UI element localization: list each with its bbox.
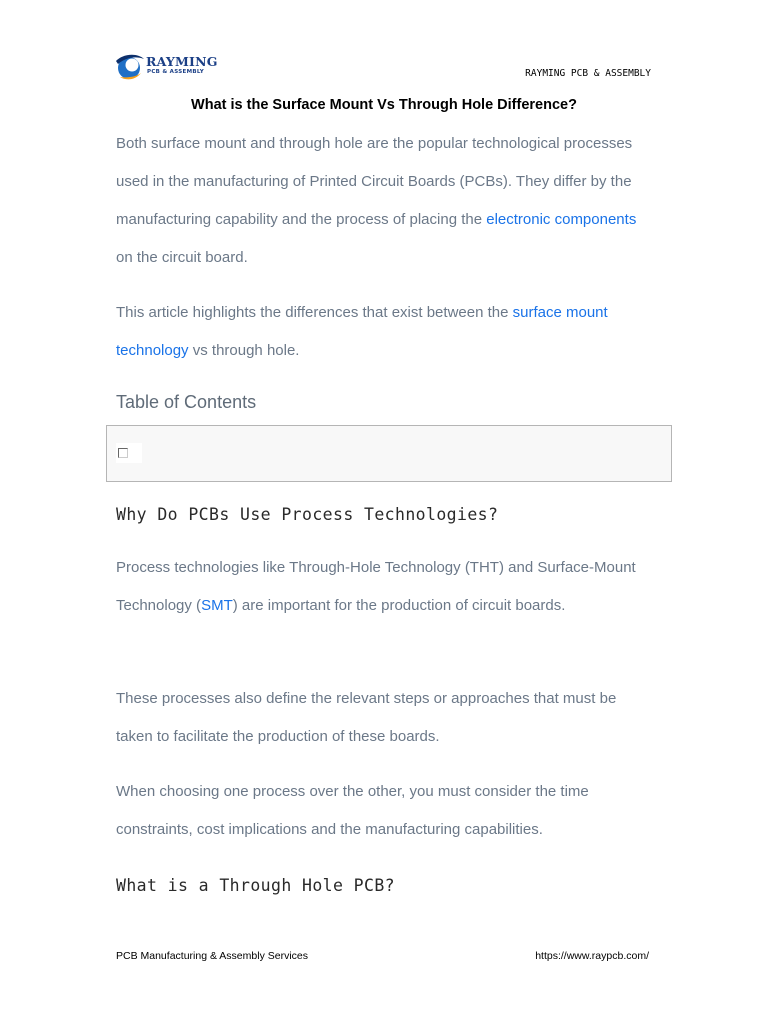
checkbox-icon xyxy=(118,448,128,458)
intro-text-1b: on the circuit board. xyxy=(116,249,248,266)
intro-paragraph-2 xyxy=(116,294,646,370)
section-heading-process-technologies: Why Do PCBs Use Process Technologies? xyxy=(116,505,499,524)
footer-url-link[interactable]: https://www.raypcb.com/ xyxy=(535,950,649,962)
page-title: What is the Surface Mount Vs Through Hole Difference? xyxy=(191,97,577,113)
section1-text-1b: ) are important for the production of circuit boards. xyxy=(232,597,566,614)
section1-paragraph-2: These processes also define the relevant steps or approaches that must be taken to facilitate the production of these boards. xyxy=(116,690,617,745)
toc-box xyxy=(106,425,672,482)
intro-text-1a: Both surface mount and through hole are the popular technological processes used in the manufacturing of Printed Circuit Boards (PCBs). They differ by the manufacturing capability and the process of placing the xyxy=(116,135,633,228)
smt-link[interactable]: SMT xyxy=(201,597,233,614)
section1-paragraph-3: When choosing one process over the other, you must consider the time constraints, cost implications and the manufacturing capabilities. xyxy=(116,783,589,838)
intro-text-2b: vs through hole. xyxy=(188,342,300,359)
section1-paragraph-1 xyxy=(116,549,646,625)
surface-mount-technology-link[interactable]: surface mount technology xyxy=(116,304,608,359)
logo-subtitle: PCB & ASSEMBLY xyxy=(147,69,205,75)
toc-title: Table of Contents xyxy=(116,392,257,412)
toc-toggle-checkbox[interactable] xyxy=(116,443,142,463)
section-heading-through-hole-pcb: What is a Through Hole PCB? xyxy=(116,876,396,895)
header-company: RAYMING PCB & ASSEMBLY xyxy=(525,68,651,79)
intro-paragraph-1 xyxy=(116,125,646,277)
logo-swoosh-icon xyxy=(114,52,146,82)
electronic-components-link[interactable]: electronic components xyxy=(486,211,637,228)
logo-name: RAYMING xyxy=(146,54,218,69)
footer-services-text: PCB Manufacturing & Assembly Services xyxy=(116,950,308,962)
intro-text-2a: This article highlights the differences that exist between the xyxy=(116,304,513,321)
section1-text-1a: Process technologies like Through-Hole Technology (THT) and Surface-Mount Technology ( xyxy=(116,559,636,614)
rayming-logo xyxy=(114,52,224,82)
